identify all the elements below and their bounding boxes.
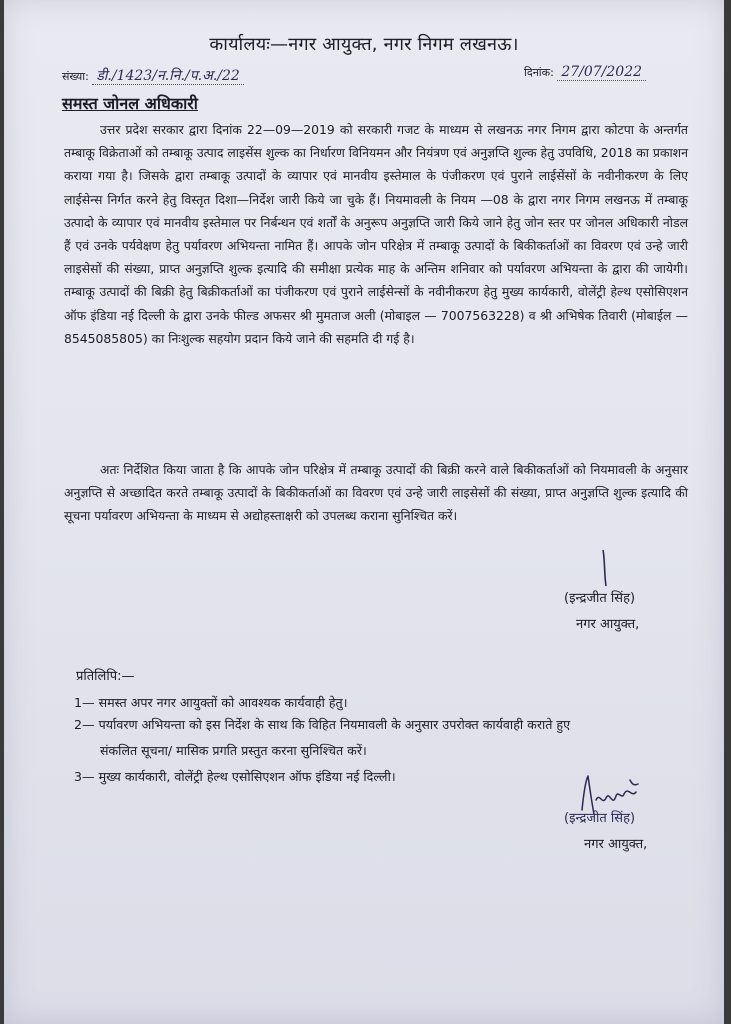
body-paragraph-2: अतः निर्देशित किया जाता है कि आपके जोन परिक्षेत्र में तम्बाकू उत्पादों की बिक्री करने वाले बिकीकर्ताओं को नियमावली के अनुसार अनुज्ञप्ति से अच्छादित करते तम्बाकू उत्पादों के बिकीकर्ताओं का विवरण एवं उन्हे जारी लाइसेसों की संख्या, प्राप्त अनुज्ञप्ति शुल्क इत्यादि की सूचना पर्यावरण अभियन्ता के माध्यम से अद्योहस्ताक्षरी को उपलब्ध कराना सुनिश्चित करें। — [64, 462, 688, 524]
reference-label: संख्या: — [62, 70, 89, 83]
copy-item-2: 2— पर्यावरण अभियन्ता को इस निर्देश के साथ कि विहित नियमावली के अनुसार उपरोक्त कार्यवाही कराते हुए — [74, 717, 571, 732]
signature-block-1 — [564, 586, 639, 638]
copy-item-2-continued: संकलित सूचना/ मासिक प्रगति प्रस्तुत करना सुनिश्चित करें। — [100, 743, 367, 758]
date-value: 27/07/2022 — [557, 64, 646, 81]
signatory-name: (इन्द्रजीत सिंह) — [564, 591, 636, 606]
copy-item-1: 1— समस्त अपर नगर आयुक्तों को आवश्यक कार्यवाही हेतु। — [74, 695, 348, 710]
signatory-designation-2: नगर आयुक्त, — [584, 837, 648, 852]
signatory-designation: नगर आयुक्त, — [576, 617, 640, 632]
initial-mark — [600, 548, 610, 588]
letter-date — [524, 64, 646, 80]
reference-number — [62, 66, 244, 85]
copy-to-heading: प्रतिलिपि:— — [76, 669, 135, 684]
date-label: दिनांक: — [524, 66, 554, 79]
copy-item-3: 3— मुख्य कार्यकारी, वोलेंट्री हेल्थ एसोसिएशन ऑफ इंडिया नई दिल्ली। — [74, 769, 396, 784]
body-paragraph-1: उत्तर प्रदेश सरकार द्वारा दिनांक 22—09—2019 को सरकारी गजट के माध्यम से लखनऊ नगर निगम द्वारा कोटपा के अन्तर्गत तम्बाकू विक्रेताओं को तम्बाकू उत्पाद लाइसेंस शुल्क का निर्धारण विनियमन और नियंत्रण एवं अनुज्ञप्ति शुल्क हेतु उपविधि, 2018 का प्रकाशन कराया गया है। जिसके द्वारा तम्बाकू उत्पादों के व्यापार एवं मानवीय इस्तेमाल के पंजीकरण एवं पुराने लाईसेंसों के नवीनीकरण के लिए लाईसेन्स निर्गत करने हेतु विस्तृत दिशा—निर्देश जारी किये जा चुके हैं। नियमावली के नियम —08 के द्वारा नगर निगम लखनऊ में तम्बाकू उत्पादो के व्यापार एवं मानवीय इस्तेमाल पर निर्बन्धन एवं शर्तों के अनुरूप अनुज्ञप्ति जारी किये जाने हेतु जोन स्तर पर जोनल अधिकारी नोडल हैं एवं उनके पर्यवेक्षण हेतु पर्यावरण अभियन्ता नामित हैं। आपके जोन परिक्षेत्र में तम्बाकू उत्पादों के बिकीकर्ताओं का विवरण एवं उन्हे जारी लाइसेसों की संख्या, प्राप्त अनुज्ञप्ति शुल्क इत्यादि की समीक्षा प्रत्येक माह के अन्तिम शनिवार को पर्यावरण अभियन्ता के द्वारा की जायेगी। तम्बाकू उत्पादों की बिक्री हेतु बिक्रीकर्ताओं का पंजीकरण एवं पुराने लाईसेन्सों के नवीनीकरण हेतु मुख्य कार्यकारी, वोलेंट्री हेल्थ एसोसिएशन ऑफ इंडिया नई दिल्ली के द्वारा उनके फील्ड अफसर श्री मुमताज अली (मोबाइल — 7007563228) व श्री अभिषेक तिवारी (मोबाईल — 8545085805) का निःशुल्क सहयोग प्रदान किये जाने की सहमति दी गई है। — [64, 122, 688, 346]
reference-value: डी./1423/न.नि./प.अ./22 — [92, 68, 244, 85]
signature-block-2 — [564, 806, 647, 858]
addressee: समस्त जोनल अधिकारी — [62, 94, 198, 113]
signatory-name-2: (इन्द्रजीत सिंह) — [564, 811, 636, 826]
letter-page — [4, 0, 724, 1024]
office-heading: कार्यालयः—नगर आयुक्त, नगर निगम लखनऊ। — [209, 34, 519, 55]
